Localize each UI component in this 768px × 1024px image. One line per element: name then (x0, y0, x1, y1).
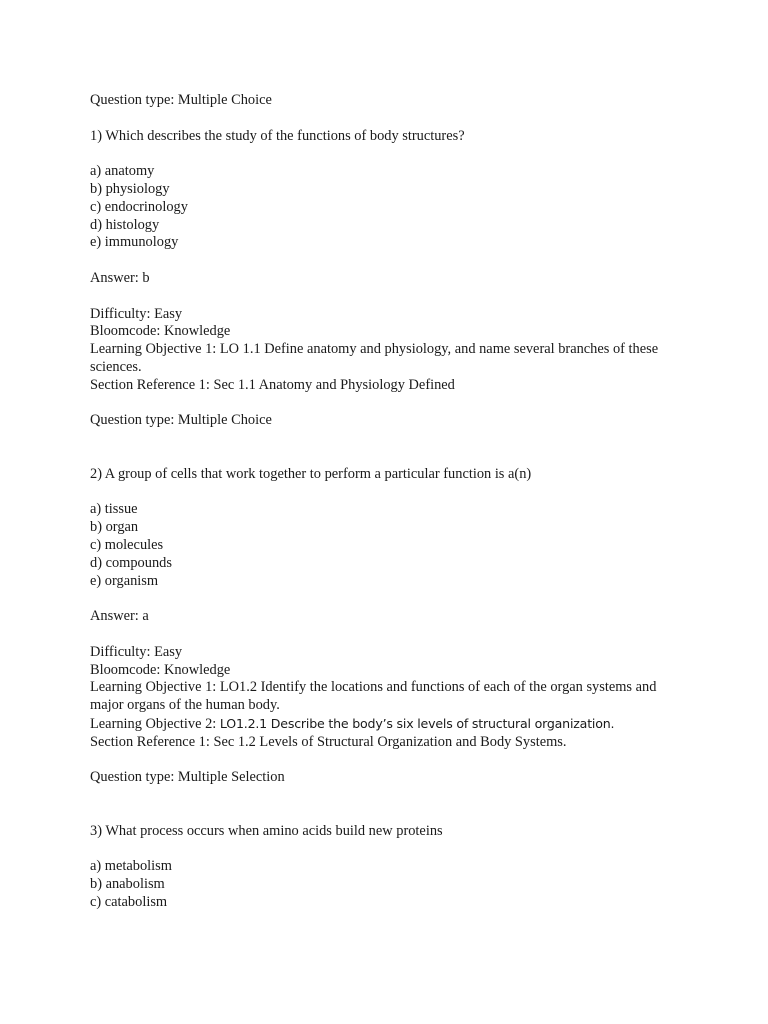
learning-objective-2-prefix: Learning Objective 2: (90, 715, 220, 732)
learning-objective-1: Learning Objective 1: LO 1.1 Define anatomy and physiology, and name several branches of these sciences. (90, 341, 659, 375)
question-stem: 2) A group of cells that work together to perform a particular function is a(n) (90, 465, 532, 482)
option: c) catabolism (90, 893, 168, 910)
question-type: Question type: Multiple Choice (90, 92, 272, 108)
option: e) immunology (90, 234, 179, 251)
option: a) anatomy (90, 163, 155, 180)
difficulty: Difficulty: Easy (90, 643, 183, 660)
bloomcode: Bloomcode: Knowledge (90, 323, 231, 340)
option: b) anabolism (90, 876, 165, 893)
option: b) physiology (90, 180, 170, 197)
learning-objective-1: Learning Objective 1: LO1.2 Identify the locations and functions of each of the organ systems and major organs of the human body. (90, 679, 657, 714)
question-stem: 1) Which describes the study of the functions of body structures? (90, 127, 465, 144)
learning-objective-2-text: LO1.2.1 Describe the body’s six levels of structural organization. (219, 715, 615, 731)
answer: Answer: a (90, 608, 149, 625)
document-page (90, 92, 690, 912)
option: d) compounds (90, 554, 172, 571)
option: a) tissue (90, 501, 138, 518)
option: a) metabolism (90, 858, 172, 875)
question-type: Question type: Multiple Selection (90, 769, 285, 786)
question-stem: 3) What process occurs when amino acids build new proteins (90, 822, 443, 839)
option: b) organ (90, 519, 139, 536)
option: d) histology (90, 216, 160, 233)
option: e) organism (90, 572, 159, 589)
option: c) molecules (90, 536, 164, 553)
question-type: Question type: Multiple Choice (90, 412, 272, 429)
question-block-1 (90, 92, 690, 395)
section-reference: Section Reference 1: Sec 1.2 Levels of Structural Organization and Body Systems. (90, 733, 567, 750)
learning-objective-2 (90, 715, 690, 734)
answer: Answer: b (90, 269, 150, 286)
bloomcode: Bloomcode: Knowledge (90, 661, 231, 678)
question-block-3 (90, 769, 690, 911)
question-block-2 (90, 412, 690, 751)
section-reference: Section Reference 1: Sec 1.1 Anatomy and Physiology Defined (90, 376, 455, 393)
difficulty: Difficulty: Easy (90, 305, 183, 322)
option: c) endocrinology (90, 198, 188, 215)
